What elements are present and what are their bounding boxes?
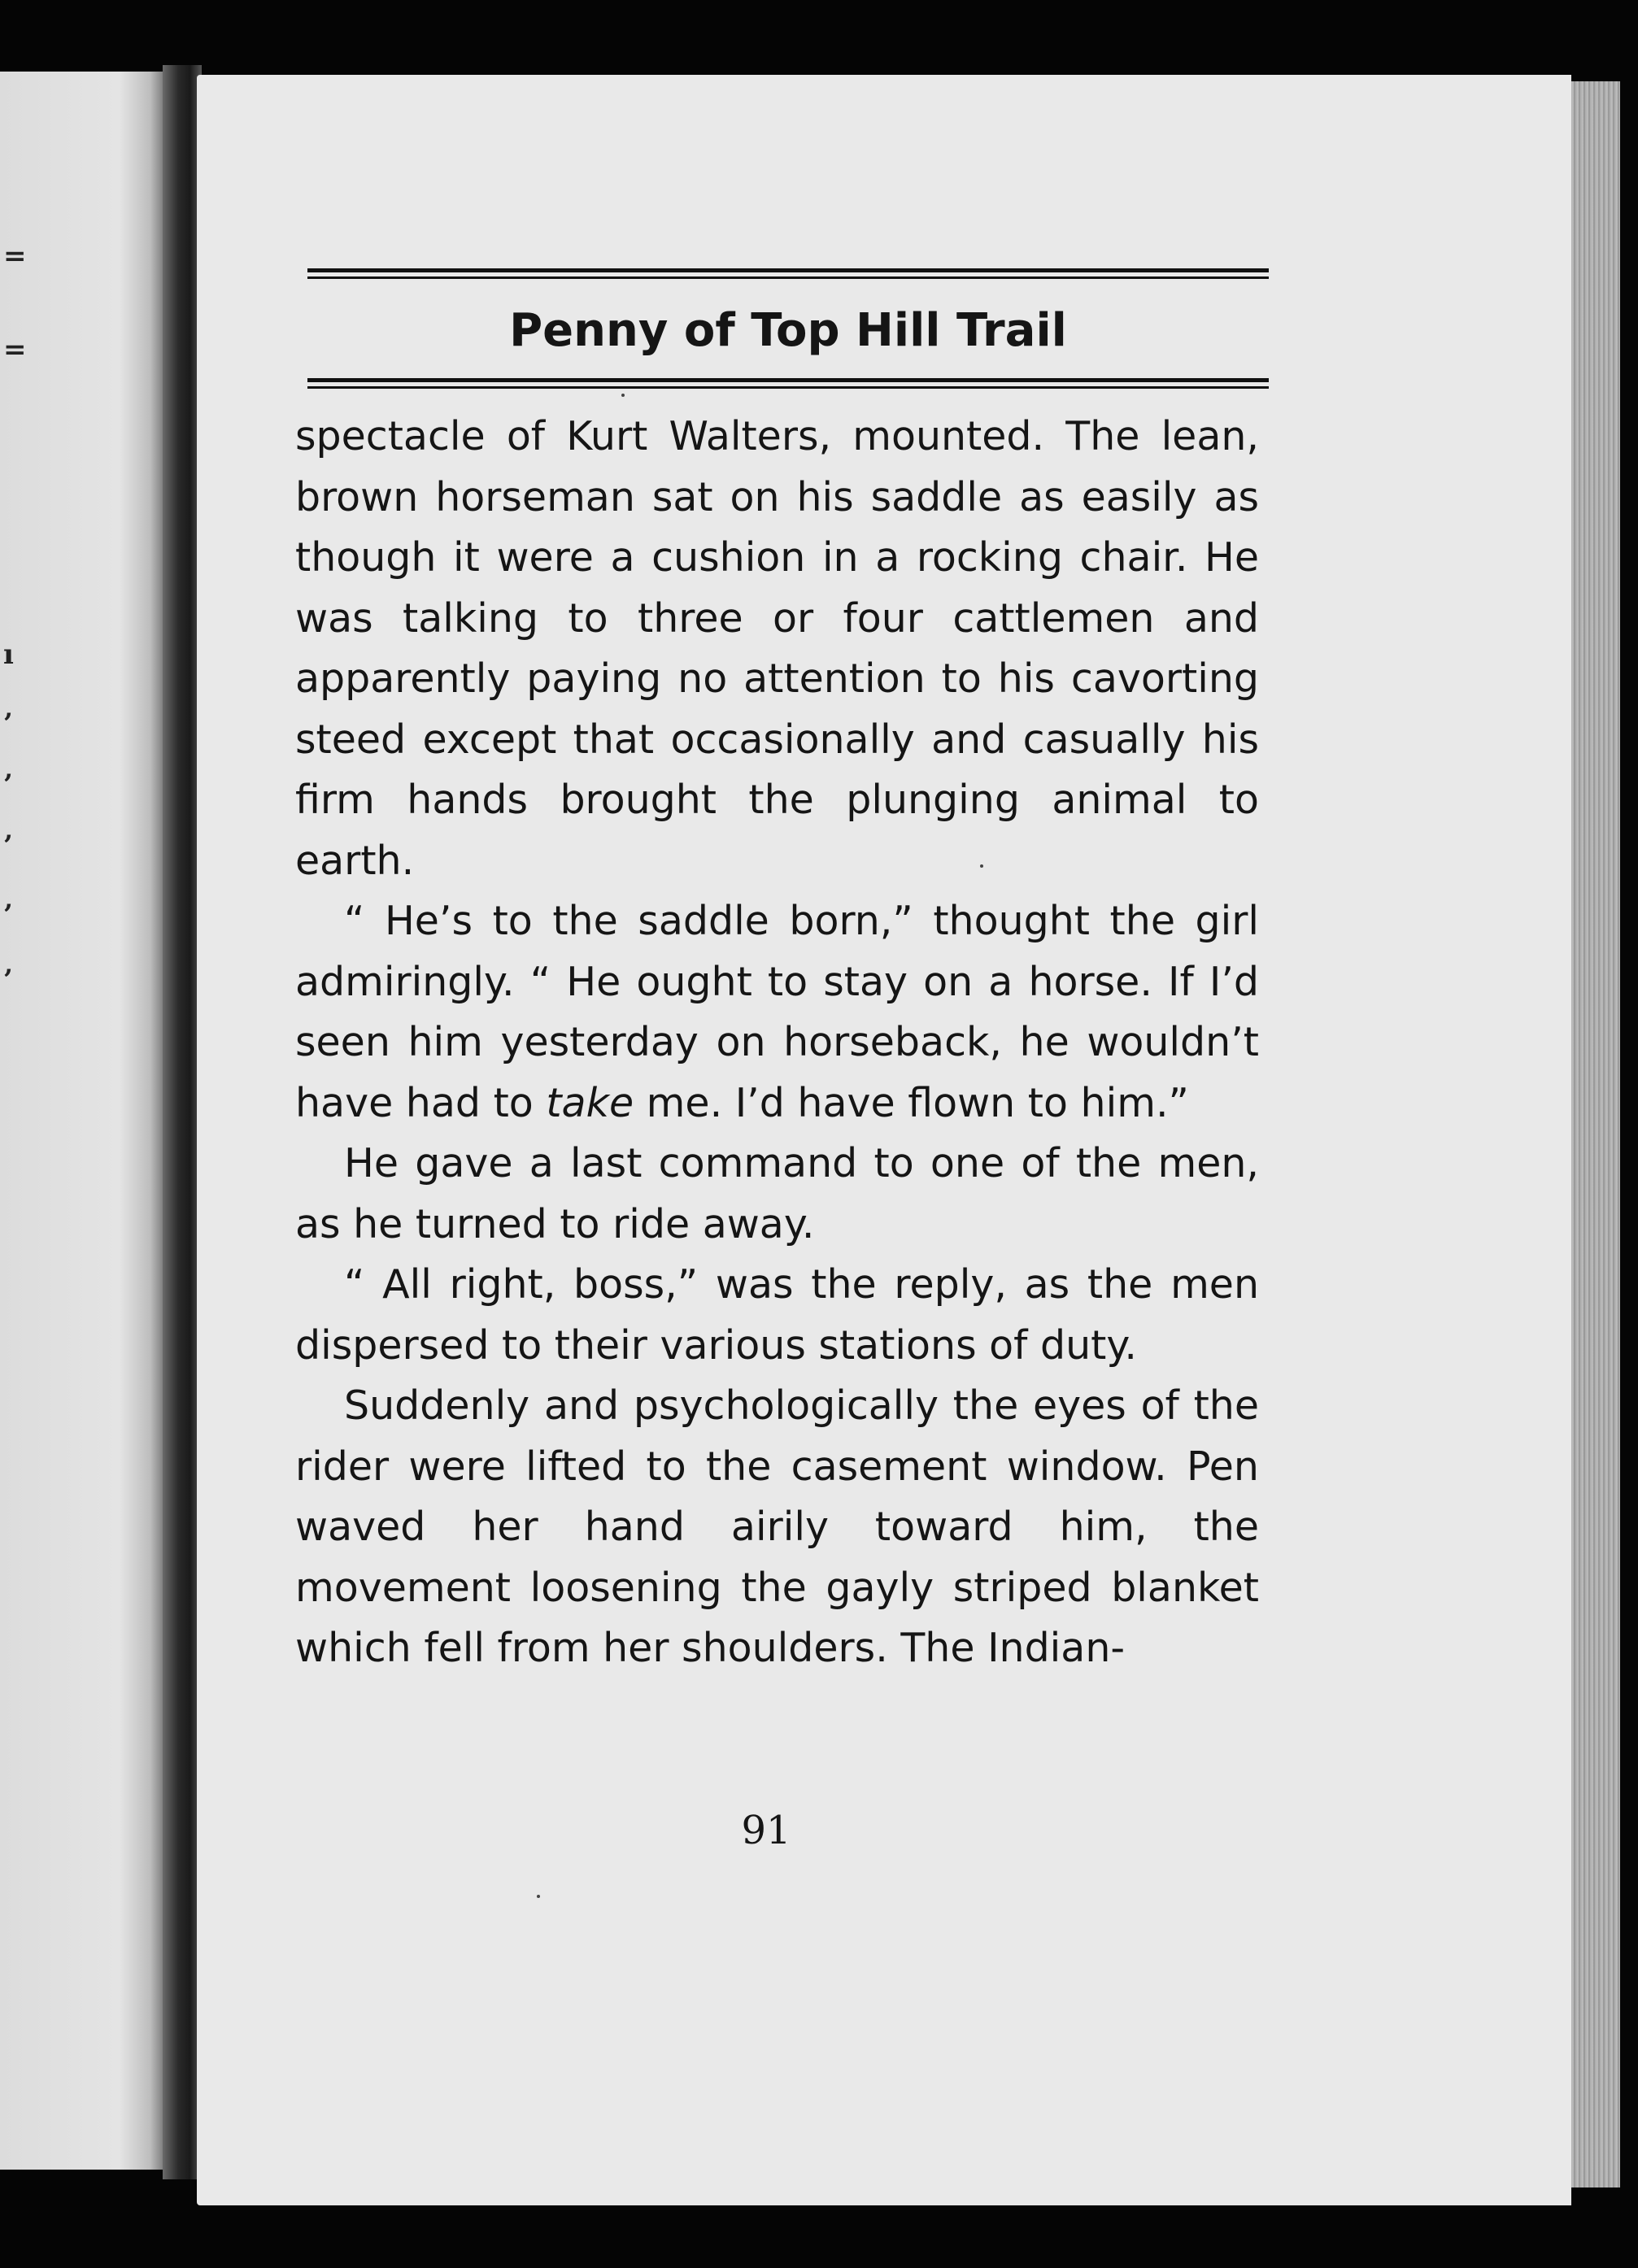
page-header [307,268,1269,389]
left-page-mark: ’ [3,829,13,862]
paper-speck [621,394,625,397]
paragraph: spectacle of Kurt Walters, mounted. The lean, brown horseman sat on his saddle as easily as though it were a cushion in a rocking chair. He was talking to three or four cattlemen and apparently paying no attention to his cavorting steed except that occasionally and casually his firm hands brought the plunging animal to earth. [295,413,1259,884]
left-page-mark: ’ [3,899,13,931]
left-page-mark: ’ [3,964,13,996]
paragraph [295,891,1259,1134]
header-rule-top-thin [307,276,1269,279]
header-rule-bottom [307,378,1269,382]
left-facing-page [0,72,171,2170]
running-title: Penny of Top Hill Trail [509,304,1067,357]
italic-emphasis: take [546,1079,634,1126]
page-number: 91 [741,1808,791,1853]
page-edges [1571,81,1620,2187]
book-gutter [163,65,202,2179]
paragraph: “ All right, boss,” was the reply, as the men dispersed to their various stations of duty. [295,1261,1259,1369]
page-body-text [295,407,1259,1679]
header-rule-top [307,268,1269,272]
paragraph: Suddenly and psychologically the eyes of the rider were lifted to the casement window. Pen waved her hand airily toward him, the movement loosening the gayly striped blanket which fell from her shoulders. The Indian- [295,1382,1259,1671]
left-page-mark: ı [3,638,14,671]
paper-speck [980,864,983,868]
left-page-mark: ’ [3,707,13,740]
left-page-mark: = [3,333,27,366]
paragraph-text: me. I’d have flown to him.” [634,1079,1189,1126]
paper-speck [537,1895,540,1898]
paragraph-text: “ He’s to the saddle born,” thought the girl admiringly. “ He ought to stay on a horse. If I’d seen him yesterday on horseback, he wouldn’t have had to [295,898,1259,1126]
header-rule-bottom-thin [307,386,1269,389]
left-page-mark: ’ [3,768,13,801]
paragraph: He gave a last command to one of the men, as he turned to ride away. [295,1140,1259,1247]
left-page-mark: = [3,240,27,272]
